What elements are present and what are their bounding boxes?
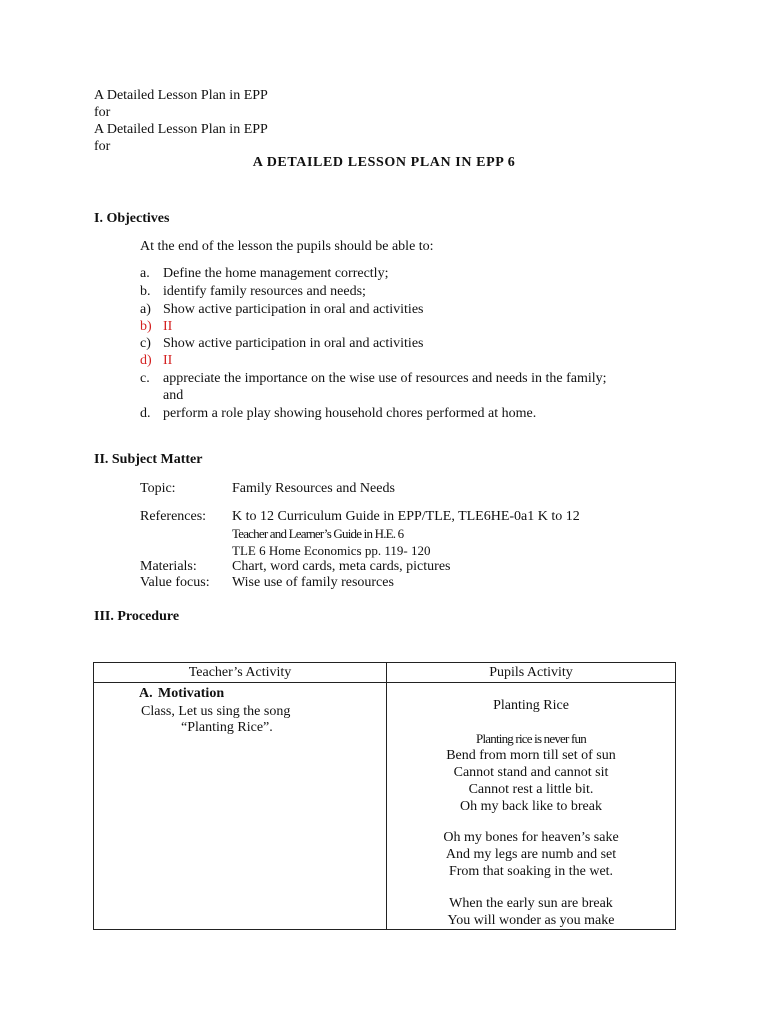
- objective-marker: b): [140, 319, 152, 334]
- objective-item-highlight: [140, 318, 172, 335]
- lyric-line: Bend from morn till set of sun: [446, 748, 616, 763]
- objective-marker: a.: [140, 266, 150, 281]
- objective-marker: d): [140, 353, 152, 368]
- motivation-heading: [139, 686, 224, 702]
- main-title: A DETAILED LESSON PLAN IN EPP 6: [252, 155, 516, 170]
- objective-marker: a): [140, 302, 151, 317]
- lyric-line: Oh my back like to break: [460, 799, 602, 814]
- table-header-row: [94, 663, 676, 683]
- lyric-line: You will wonder as you make: [447, 913, 615, 928]
- subject-matter-heading: II. Subject Matter: [94, 452, 203, 467]
- objective-text: Show active participation in oral and activities: [163, 336, 424, 351]
- objective-marker: c.: [140, 371, 150, 386]
- procedure-heading: III. Procedure: [94, 609, 180, 624]
- value-focus-label: Value focus:: [140, 575, 210, 590]
- objective-item: [140, 301, 423, 318]
- song-name: “Planting Rice”.: [181, 720, 273, 735]
- lyric-line: Oh my bones for heaven’s sake: [443, 830, 619, 845]
- objective-item: [140, 283, 366, 300]
- objective-item: [140, 335, 423, 352]
- objective-item-highlight: [140, 352, 172, 369]
- lyric-line: And my legs are numb and set: [445, 847, 617, 862]
- motivation-label: Motivation: [158, 686, 225, 701]
- procedure-table: [93, 662, 676, 930]
- reference-item: Teacher and Learner’s Guide in H.E. 6: [232, 526, 404, 541]
- value-focus-value: Wise use of family resources: [232, 575, 394, 590]
- teacher-activity-cell: [94, 683, 387, 930]
- reference-item: K to 12 Curriculum Guide in EPP/TLE, TLE6HE-0a1 K to 12: [232, 509, 580, 524]
- topic-value: Family Resources and Needs: [232, 481, 395, 496]
- objectives-heading: I. Objectives: [94, 211, 170, 226]
- objective-text: II: [163, 319, 173, 334]
- objective-text: Define the home management correctly;: [163, 266, 389, 281]
- lyric-line: When the early sun are break: [449, 896, 613, 911]
- objective-marker: d.: [140, 406, 151, 421]
- pupils-activity-cell: [387, 683, 676, 930]
- objective-text: perform a role play showing household chores performed at home.: [163, 406, 537, 421]
- objective-item: [140, 405, 536, 422]
- objective-continuation: and: [163, 388, 184, 403]
- objective-text: appreciate the importance on the wise use of resources and needs in the family;: [163, 371, 607, 386]
- header-line-1: A Detailed Lesson Plan in EPP: [94, 88, 268, 103]
- header-line-4: for: [94, 139, 111, 154]
- lyric-line: From that soaking in the wet.: [448, 864, 614, 879]
- objective-marker: b.: [140, 284, 151, 299]
- objective-marker: c): [140, 336, 151, 351]
- objective-text: II: [163, 353, 173, 368]
- materials-value: Chart, word cards, meta cards, pictures: [232, 559, 451, 574]
- materials-label: Materials:: [140, 559, 197, 574]
- objective-text: identify family resources and needs;: [163, 284, 366, 299]
- objective-item: [140, 265, 388, 282]
- objective-text: Show active participation in oral and activities: [163, 302, 424, 317]
- lyric-line: Planting rice is never fun: [476, 731, 586, 746]
- header-line-2: for: [94, 105, 111, 120]
- motivation-marker: A.: [139, 686, 153, 701]
- teacher-instruction: Class, Let us sing the song: [141, 704, 291, 719]
- objective-item: [140, 370, 607, 387]
- pupils-activity-header: Pupils Activity: [387, 663, 676, 683]
- topic-label: Topic:: [140, 481, 176, 496]
- header-line-3: A Detailed Lesson Plan in EPP: [94, 122, 268, 137]
- table-row: [94, 683, 676, 930]
- objectives-intro: At the end of the lesson the pupils should be able to:: [140, 239, 434, 254]
- reference-item: TLE 6 Home Economics pp. 119- 120: [232, 543, 431, 558]
- teacher-activity-header: Teacher’s Activity: [94, 663, 387, 683]
- lyric-line: Cannot rest a little bit.: [468, 782, 594, 797]
- song-title: Planting Rice: [493, 698, 569, 713]
- references-label: References:: [140, 509, 207, 524]
- lyric-line: Cannot stand and cannot sit: [453, 765, 609, 780]
